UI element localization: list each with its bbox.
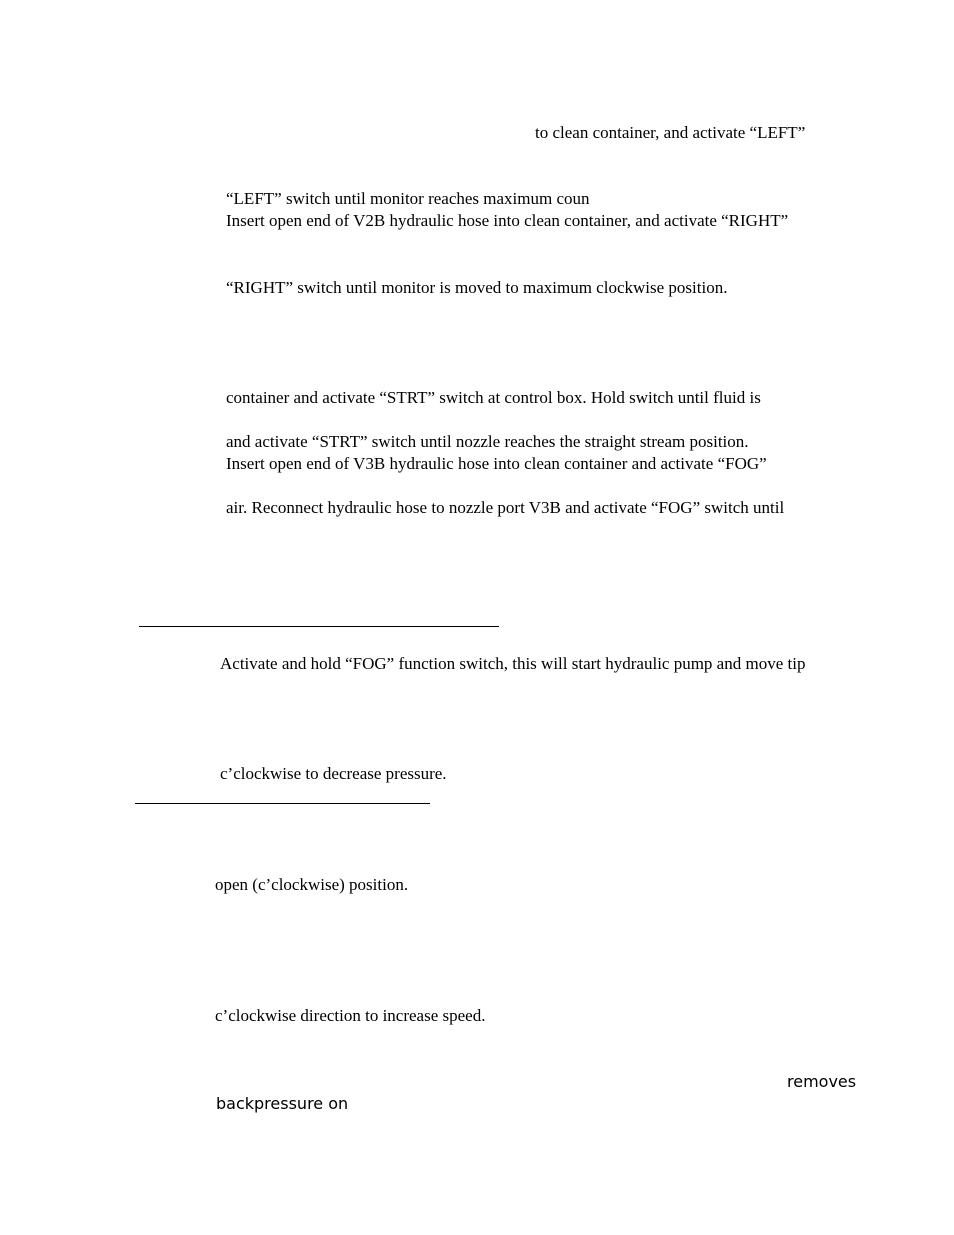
text-line: “LEFT” switch until monitor reaches maximum coun [226,189,590,208]
section-rule [139,626,499,627]
text-line: container and activate “STRT” switch at control box. Hold switch until fluid is [226,388,761,407]
section-rule [135,803,430,804]
text-line: c’clockwise direction to increase speed. [215,1006,486,1025]
text-line: air. Reconnect hydraulic hose to nozzle port V3B and activate “FOG” switch until [226,498,785,517]
text-line: “RIGHT” switch until monitor is moved to maximum clockwise position. [226,278,728,297]
text-line: backpressure on [216,1094,349,1113]
text-line: removes [787,1072,857,1091]
text-line: Insert open end of V2B hydraulic hose into clean container, and activate “RIGHT” [226,211,789,230]
text-line: and activate “STRT” switch until nozzle reaches the straight stream position. [226,432,749,451]
text-line: to clean container, and activate “LEFT” [535,123,806,142]
text-line: Insert open end of V3B hydraulic hose into clean container and activate “FOG” [226,454,767,473]
text-line: open (c’clockwise) position. [215,875,409,894]
text-line: c’clockwise to decrease pressure. [220,764,447,783]
text-line: Activate and hold “FOG” function switch, this will start hydraulic pump and move tip [220,654,806,673]
